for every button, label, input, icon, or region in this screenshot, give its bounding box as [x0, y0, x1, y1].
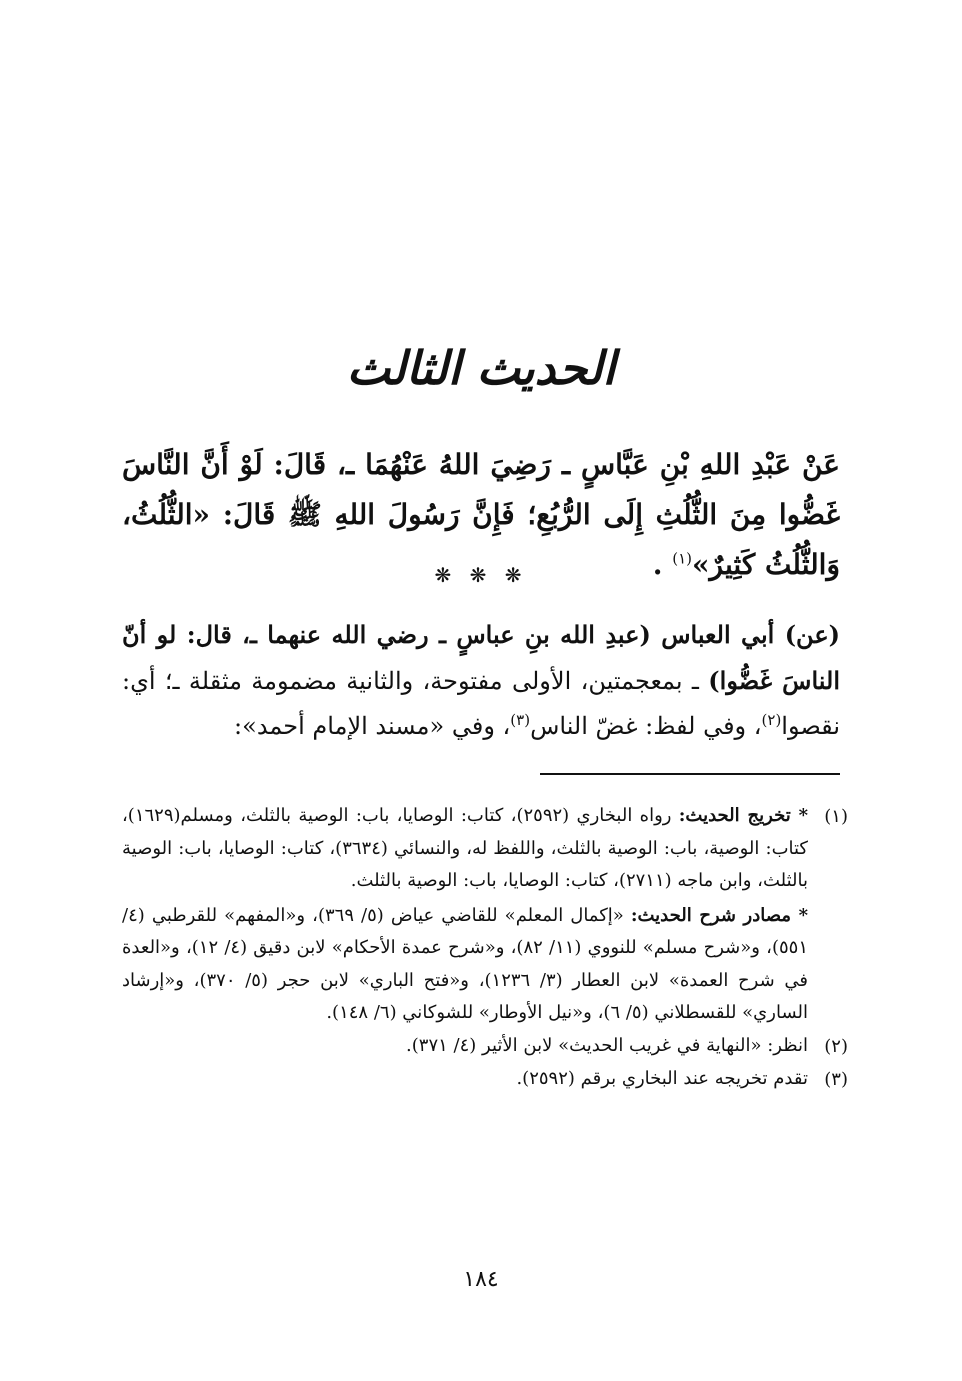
footnote-text: «إكمال المعلم» للقاضي عياض (٥/ ٣٦٩)، و«المفهم» للقرطبي (٤/ ٥٥١)، و«شرح مسلم» للنووي (١١/ ٨٢)، و«شرح عمدة الأحكام» لابن دقيق (٤/ ١٢)، و«العدة في شرح العمدة» لابن العطار (٣/ ١٢٣٦)، و«فتح الباري» لابن حجر (٥/ ٣٧٠)، و«إرشاد الساري» للقسطلاني (٥/ ٦)، و«نيل الأوطار» للشوكاني (٦/ ١٤٨).	[122, 904, 808, 1023]
footnote-paragraph	[122, 800, 808, 898]
footnote-1	[122, 800, 848, 1030]
footnote-label: * مصادر شرح الحديث:	[630, 904, 808, 926]
footnote-number: (٣)	[824, 1068, 848, 1090]
footnote-3	[122, 1063, 848, 1096]
footnote-ref-1[interactable]: (١)	[672, 549, 693, 568]
footnote-paragraph	[122, 1063, 808, 1096]
hadith-end: .	[652, 548, 663, 581]
footnote-text: انظر: «النهاية في غريب الحديث» لابن الأثير (٤/ ٣٧١).	[406, 1034, 808, 1056]
commentary-continuation: ، وفي «مسند الإمام أحمد»:	[234, 712, 511, 740]
footnote-ref-2[interactable]: (٢)	[761, 711, 782, 729]
page-number: ١٨٤	[463, 1267, 499, 1292]
footnote-label: * تخريج الحديث:	[678, 805, 808, 826]
footnote-body	[122, 800, 808, 1030]
footnote-paragraph	[122, 1030, 808, 1063]
footnote-body	[122, 1030, 808, 1063]
footnote-2	[122, 1030, 848, 1063]
footnote-number: (٢)	[824, 1035, 848, 1057]
section-separator: ❋ ❋ ❋	[434, 563, 528, 587]
footnote-separator-line	[540, 773, 840, 775]
footnote-text: رواه البخاري (٢٥٩٢)، كتاب: الوصايا، باب: الوصية بالثلث، ومسلم(١٦٢٩)، كتاب: الوصية، باب: الوصية بالثلث، واللفظ له، والنسائي (٣٦٣٤)، كتاب: الوصايا، باب: الوصية بالثلث، وابن ماجه (٢٧١١)، كتاب: الوصايا، باب: الوصية بالثلث.	[122, 805, 808, 891]
hadith-body: عَنْ عَبْدِ اللهِ بْنِ عَبَّاسٍ ـ رَضِيَ اللهُ عَنْهُمَا ـ، قَالَ: لَوْ أَنَّ النَّاسَ غَضُّوا مِنَ الثُّلُثِ إِلَى الرُّبُعِ؛ فَإِنَّ رَسُولَ اللهِ ﷺ قَالَ: «الثُّلُثُ، وَالثُّلُثُ كَثِيرٌ»	[122, 448, 840, 581]
footnote-number: (١)	[824, 806, 848, 827]
footnote-paragraph	[122, 900, 808, 1030]
commentary-lemma: (عن) أبي العباس (عبدِ الله بنِ عباسٍ ـ رضي الله عنهما ـ، قال: لو أنّ الناسَ غَضُّوا)	[122, 620, 840, 695]
footnotes	[122, 800, 848, 1096]
commentary-text	[122, 612, 840, 749]
footnote-body	[122, 1063, 808, 1096]
commentary-variant: ، وفي لفظ: غضّ الناس	[530, 712, 762, 740]
commentary-gloss: ـ بمعجمتين، الأولى مفتوحة، والثانية مضمومة مثقلة ـ؛ أي: نقصوا	[122, 667, 840, 740]
footnote-ref-3[interactable]: (٣)	[510, 711, 531, 729]
footnote-text: تقدم تخريجه عند البخاري برقم (٢٥٩٢).	[516, 1067, 808, 1089]
page-title: الحديث الثالث	[346, 341, 616, 395]
